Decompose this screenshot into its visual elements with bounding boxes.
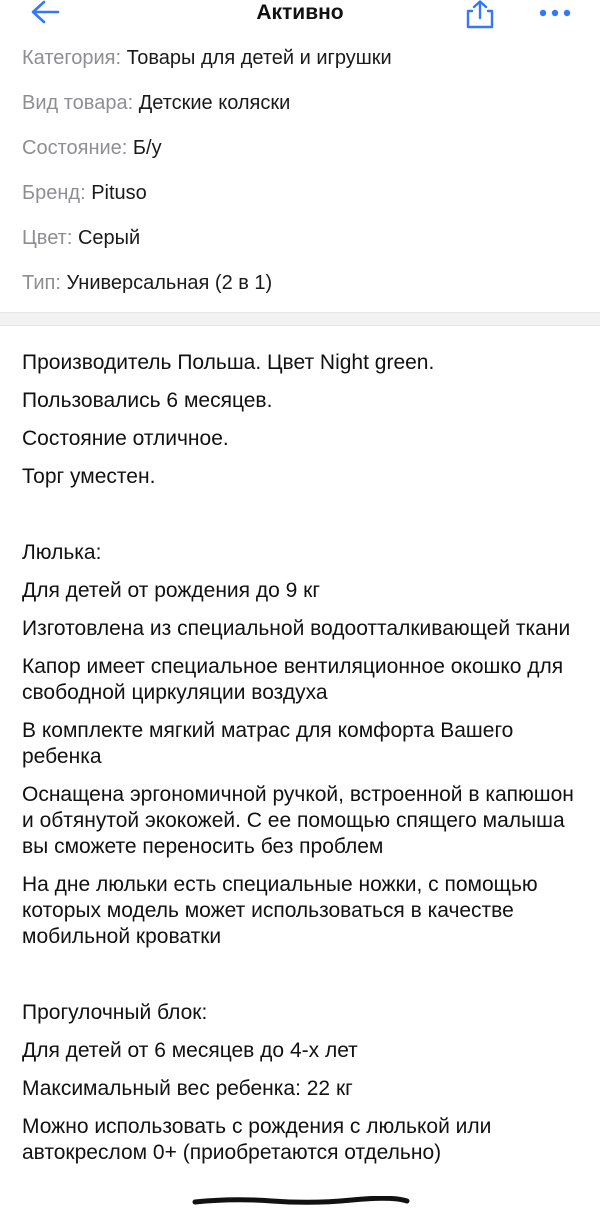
attribute-key: Вид товара: [22, 92, 134, 114]
description-line: Состояние отличное. [22, 427, 229, 450]
description-line: Можно использовать с рождения с люлькой или автокреслом 0+ (приобретаются отдельно) [22, 1115, 492, 1164]
back-arrow-icon [28, 0, 62, 28]
description-line: Для детей от 6 месяцев до 4-х лет [22, 1039, 358, 1062]
top-nav-bar [0, 0, 600, 40]
description-line: Для детей от рождения до 9 кг [22, 579, 320, 602]
attribute-value: Pituso [91, 182, 147, 204]
attribute-key: Категория: [22, 47, 122, 69]
description-line: Производитель Польша. Цвет Night green. [22, 351, 435, 374]
description-blank-line [22, 502, 582, 528]
attribute-condition [22, 130, 582, 175]
description-blank-line [22, 962, 582, 988]
attribute-key: Состояние: [22, 137, 128, 159]
description-line: Прогулочный блок: [22, 1001, 208, 1024]
page-title: Активно [256, 1, 344, 24]
attribute-value: Серый [77, 227, 141, 249]
attribute-brand [22, 175, 582, 220]
attribute-value: Универсальная (2 в 1) [66, 272, 273, 294]
attribute-category [22, 40, 582, 85]
attribute-product-type [22, 85, 582, 130]
section-divider [0, 312, 600, 326]
description-line: Торг уместен. [22, 465, 156, 488]
attribute-type [22, 265, 582, 310]
share-button[interactable] [464, 0, 496, 30]
description-line: Пользовались 6 месяцев. [22, 389, 273, 412]
attribute-value: Б/у [132, 137, 162, 159]
description-line: Люлька: [22, 541, 102, 564]
attribute-key: Тип: [22, 272, 61, 294]
description-line: Капор имеет специальное вентиляционное окошко для свободной циркуляции воздуха [22, 655, 564, 704]
description-line: Максимальный вес ребенка: 22 кг [22, 1077, 353, 1100]
share-icon [464, 0, 496, 30]
item-attributes [22, 40, 582, 310]
more-dots-icon [538, 6, 572, 20]
attribute-value: Детские коляски [138, 92, 291, 114]
attribute-color [22, 220, 582, 265]
description-line: Изготовлена из специальной водоотталкивающей ткани [22, 617, 571, 640]
attribute-key: Бренд: [22, 182, 86, 204]
attribute-value: Товары для детей и игрушки [126, 47, 392, 69]
back-button[interactable] [28, 0, 62, 28]
attribute-key: Цвет: [22, 227, 73, 249]
item-description [22, 350, 582, 1178]
more-options-button[interactable] [538, 6, 572, 20]
description-line: В комплекте мягкий матрас для комфорта Вашего ребенка [22, 719, 514, 768]
description-line: Оснащена эргономичной ручкой, встроенной в капюшон и обтянутой экокожей. С ее помощью спящего малыша вы сможете переносить без проблем [22, 783, 574, 858]
description-line: На дне люльки есть специальные ножки, с помощью которых модель может использоваться в качестве мобильной кроватки [22, 873, 538, 948]
redaction-scribble [192, 1196, 410, 1206]
